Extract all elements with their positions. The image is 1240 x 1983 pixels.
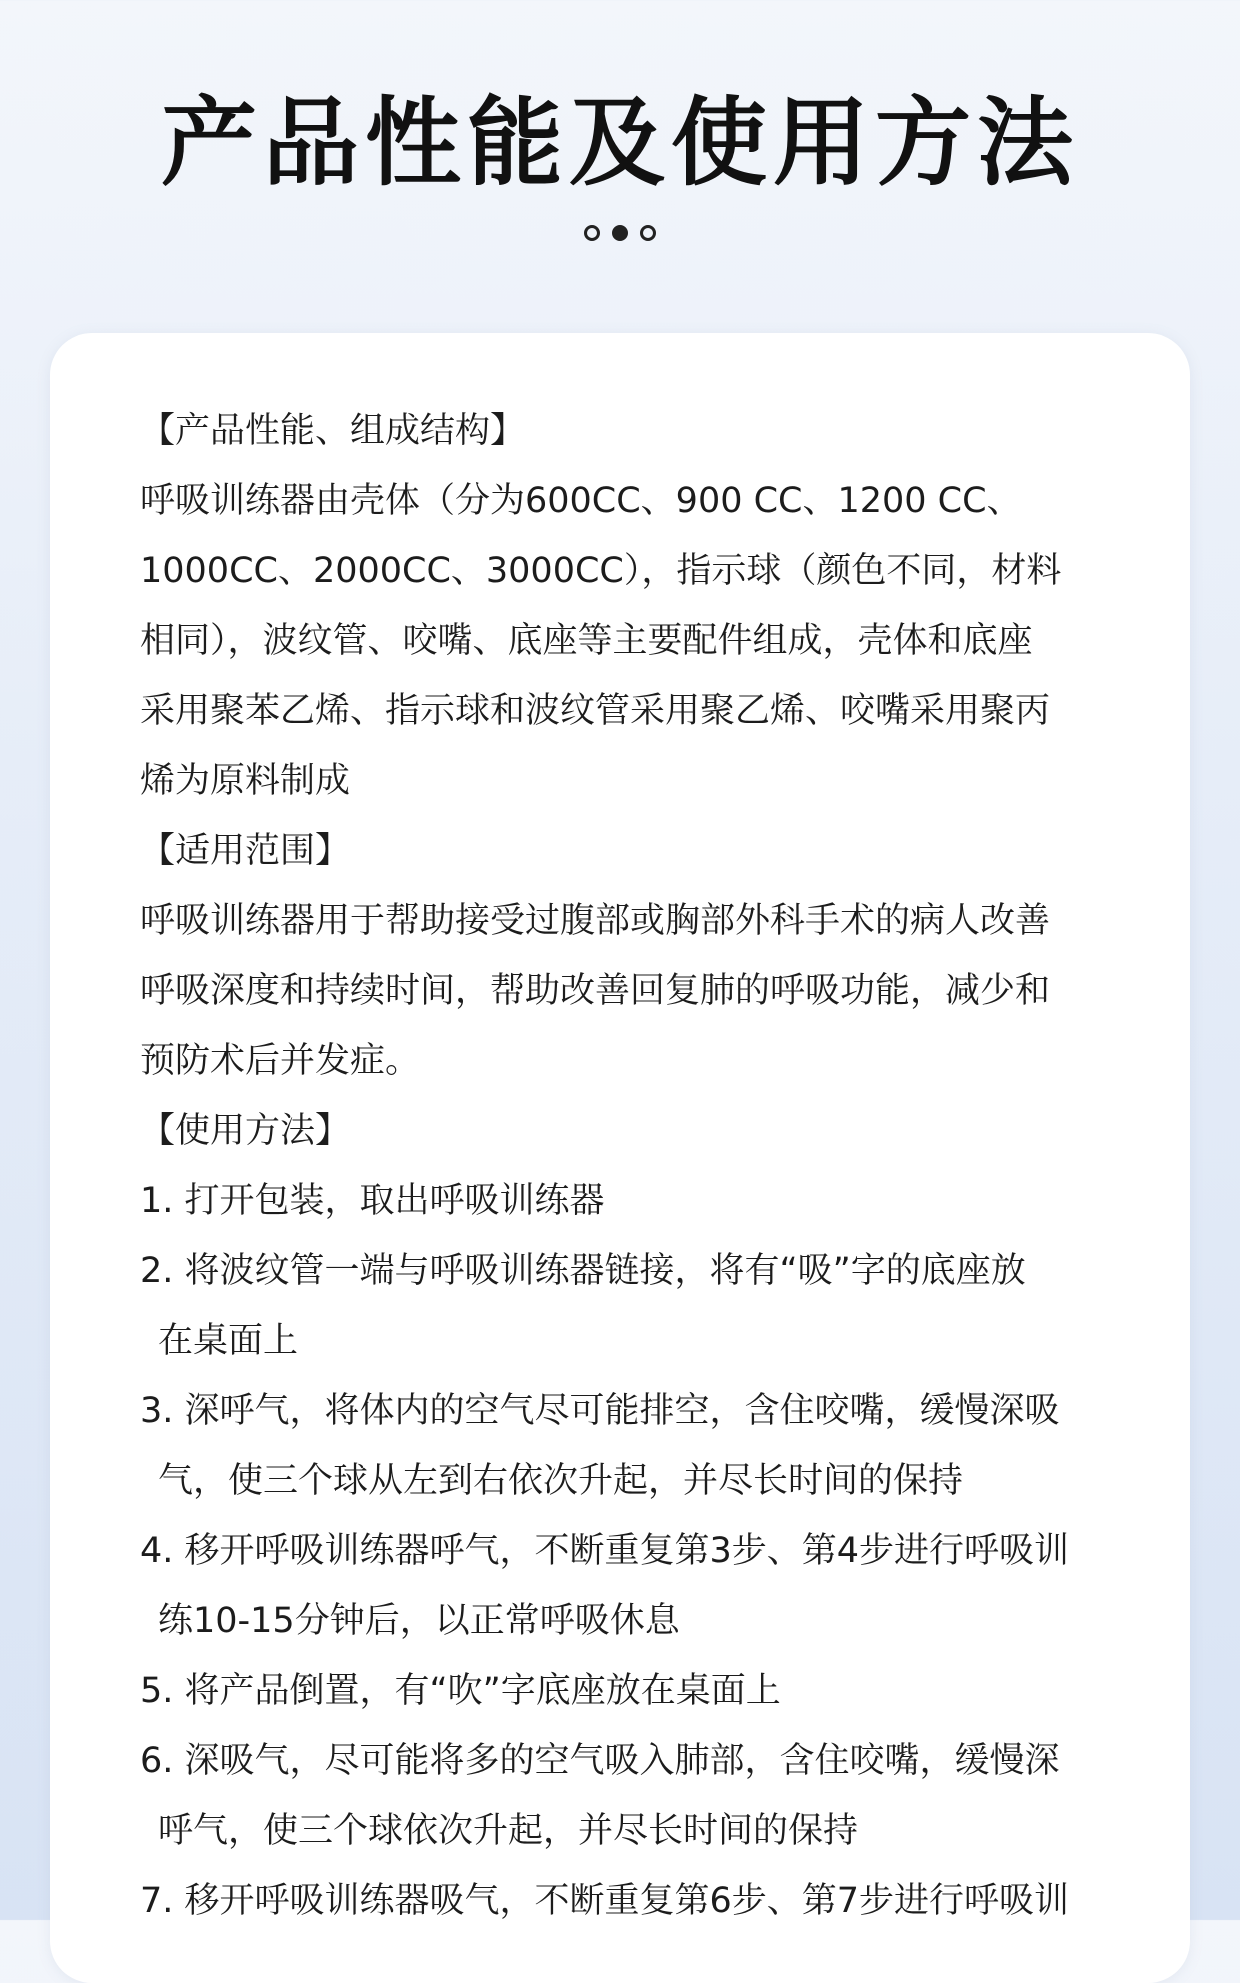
- paragraph-line: 1000CC、2000CC、3000CC），指示球（颜色不同，材料: [140, 551, 1062, 591]
- carousel-dot[interactable]: [584, 225, 600, 241]
- step-3: 3. 深呼气，将体内的空气尽可能排空，含住咬嘴，缓慢深吸: [140, 1391, 1060, 1431]
- paragraph-line: 呼吸训练器用于帮助接受过腹部或胸部外科手术的病人改善: [140, 901, 1051, 941]
- carousel-dot[interactable]: [640, 225, 656, 241]
- step-4: 4. 移开呼吸训练器呼气，不断重复第3步、第4步进行呼吸训: [140, 1531, 1070, 1571]
- section-heading-scope: 【适用范围】: [140, 831, 351, 871]
- paragraph-line: 烯为原料制成: [140, 761, 351, 801]
- step-3-continued: 气，使三个球从左到右依次升起，并尽长时间的保持: [158, 1461, 964, 1501]
- step-6-continued: 呼气，使三个球依次升起，并尽长时间的保持: [158, 1811, 859, 1851]
- section-heading-usage: 【使用方法】: [140, 1111, 351, 1151]
- step-6: 6. 深吸气，尽可能将多的空气吸入肺部，含住咬嘴，缓慢深: [140, 1741, 1060, 1781]
- page-title: 产品性能及使用方法: [161, 87, 1079, 199]
- content-body: [140, 396, 1100, 1936]
- section-heading-performance: 【产品性能、组成结构】: [140, 411, 526, 451]
- paragraph-line: 采用聚苯乙烯、指示球和波纹管采用聚乙烯、咬嘴采用聚丙: [140, 691, 1051, 731]
- paragraph-line: 相同），波纹管、咬嘴、底座等主要配件组成，壳体和底座: [140, 621, 1033, 661]
- paragraph-line: 预防术后并发症。: [140, 1041, 421, 1081]
- step-2: 2. 将波纹管一端与呼吸训练器链接，将有“吸”字的底座放: [140, 1251, 1026, 1291]
- paragraph-line: 呼吸深度和持续时间，帮助改善回复肺的呼吸功能，减少和: [140, 971, 1051, 1011]
- step-5: 5. 将产品倒置，有“吹”字底座放在桌面上: [140, 1671, 781, 1711]
- carousel-dot-active[interactable]: [612, 225, 628, 241]
- step-4-continued: 练10-15分钟后，以正常呼吸休息: [158, 1601, 680, 1641]
- step-2-continued: 在桌面上: [158, 1321, 299, 1361]
- step-7: 7. 移开呼吸训练器吸气，不断重复第6步、第7步进行呼吸训: [140, 1881, 1070, 1921]
- step-1: 1. 打开包装，取出呼吸训练器: [140, 1181, 605, 1221]
- paragraph-line: 呼吸训练器由壳体（分为600CC、900 CC、1200 CC、: [140, 481, 1022, 521]
- carousel-indicator: [0, 225, 1240, 241]
